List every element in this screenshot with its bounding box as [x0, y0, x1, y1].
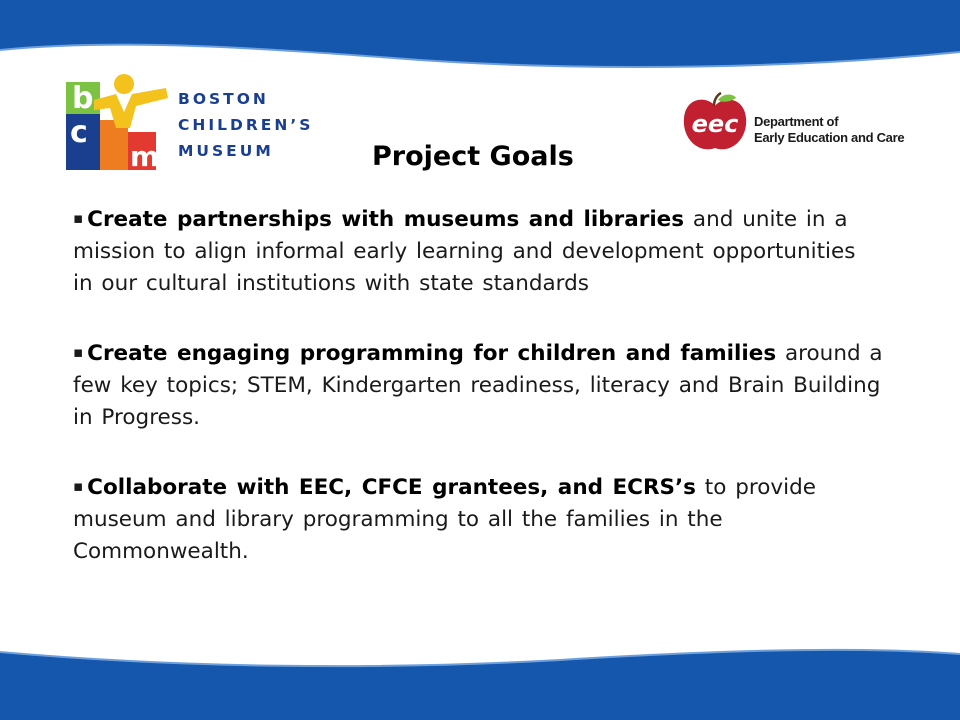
square-bullet-icon: ▪ [73, 477, 84, 495]
eec-text-line-2: Early Education and Care [754, 130, 905, 145]
bottom-wave-band [0, 640, 960, 720]
top-wave-band [0, 0, 960, 70]
boston-childrens-museum-logo-mark [66, 72, 171, 172]
bcm-letter-m: m [130, 140, 160, 172]
boston-childrens-museum-wordmark [178, 86, 313, 164]
goal-lead: Create engaging programming for children and families [87, 341, 777, 366]
eec-department-name [754, 114, 904, 146]
goals-list [73, 202, 883, 604]
page-title: Project Goals [372, 141, 574, 172]
wordmark-line-1: BOSTON [178, 90, 269, 108]
goal-lead: Collaborate with EEC, CFCE grantees, and ECRS’s [87, 475, 696, 500]
goal-text: and unite in a mission to align informal early learning and development opportunities in our cultural institutions with state standards [73, 207, 856, 296]
eec-apple-logo [680, 92, 750, 154]
goal-text: to provide museum and library programming to all the families in the Commonwealth. [73, 475, 816, 564]
goal-item [73, 470, 883, 568]
goal-lead: Create partnerships with museums and libraries [87, 207, 685, 232]
goal-item [73, 202, 883, 300]
bcm-letter-c: c [70, 115, 88, 150]
wordmark-line-3: MUSEUM [178, 142, 274, 160]
square-bullet-icon: ▪ [73, 343, 84, 361]
eec-mark-text: eec [691, 110, 739, 138]
eec-text-line-1: Department of [754, 114, 839, 129]
wordmark-line-2: CHILDREN’S [178, 116, 314, 134]
goal-item [73, 336, 883, 434]
square-bullet-icon: ▪ [73, 209, 84, 227]
bcm-letter-b: b [72, 81, 94, 116]
goal-text: around a few key topics; STEM, Kindergarten readiness, literacy and Brain Building in Progress. [73, 341, 883, 430]
